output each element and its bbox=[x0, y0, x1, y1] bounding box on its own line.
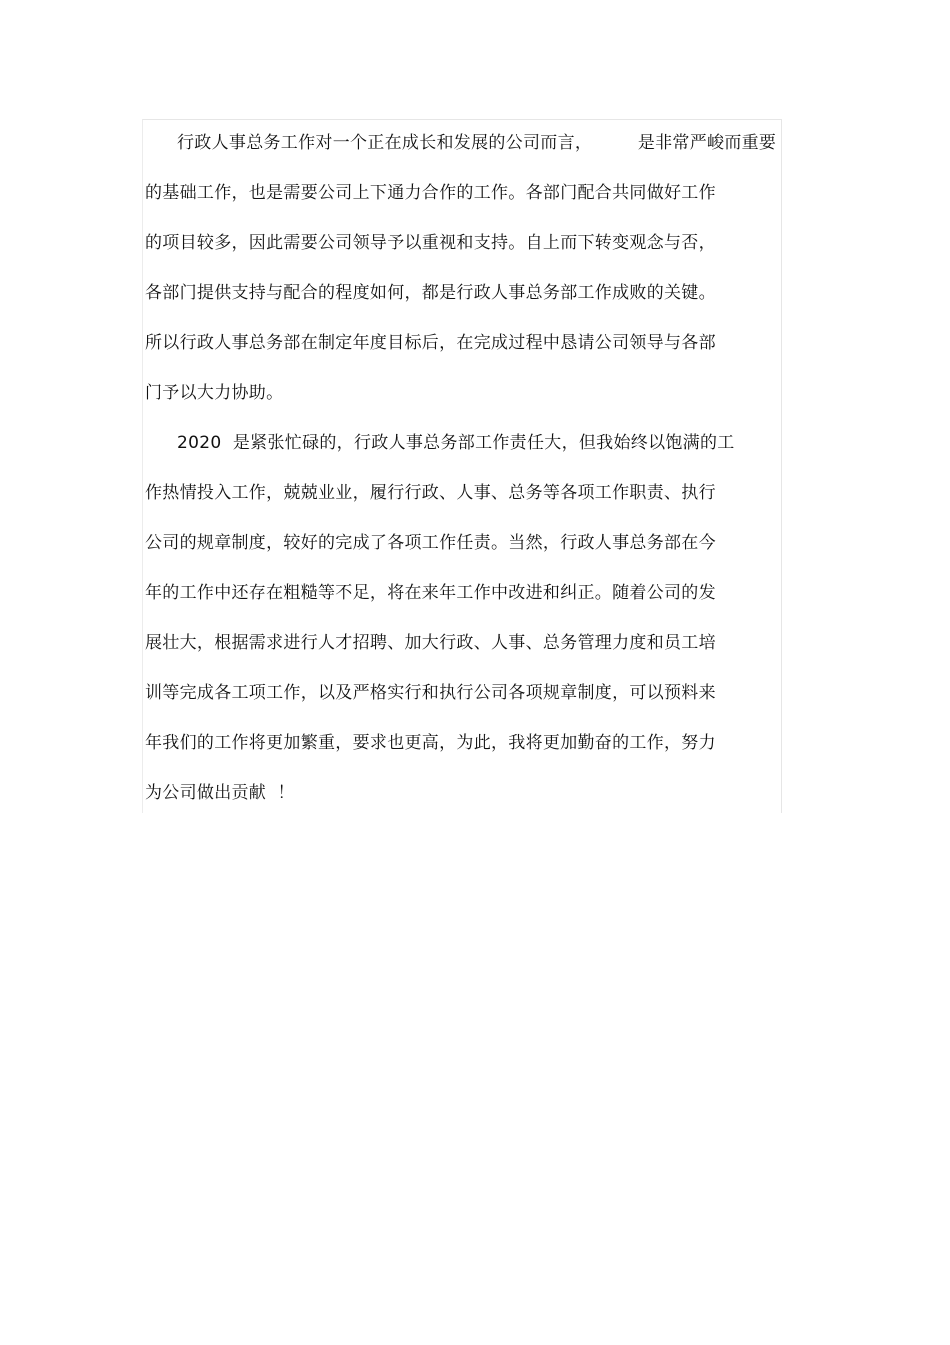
paragraph-line: 年的工作中还存在粗糙等不足，将在来年工作中改进和纠正。随着公司的发 bbox=[145, 583, 716, 603]
paragraph-line: 训等完成各工项工作，以及严格实行和执行公司各项规章制度，可以预料来 bbox=[145, 683, 716, 703]
paragraph-line: 的项目较多，因此需要公司领导予以重视和支持。自上而下转变观念与否， bbox=[145, 233, 716, 253]
paragraph-line: 各部门提供支持与配合的程度如何，都是行政人事总务部工作成败的关键。 bbox=[145, 283, 716, 303]
paragraph-line: 展壮大，根据需求进行人才招聘、加大行政、人事、总务管理力度和员工培 bbox=[145, 633, 716, 653]
text-frame bbox=[142, 119, 782, 813]
paragraph-line: 年我们的工作将更加繁重，要求也更高，为此，我将更加勤奋的工作，努力 bbox=[145, 733, 716, 753]
paragraph-line: 作热情投入工作，兢兢业业，履行行政、人事、总务等各项工作职责、执行 bbox=[145, 483, 716, 503]
paragraph-line: 2020 是紧张忙碌的，行政人事总务部工作责任大，但我始终以饱满的工 bbox=[177, 433, 735, 453]
paragraph-line: 行政人事总务工作对一个正在成长和发展的公司而言， 是非常严峻而重要 bbox=[177, 133, 777, 153]
paragraph-line: 所以行政人事总务部在制定年度目标后，在完成过程中恳请公司领导与各部 bbox=[145, 333, 716, 353]
paragraph-line: 的基础工作，也是需要公司上下通力合作的工作。各部门配合共同做好工作 bbox=[145, 183, 716, 203]
paragraph-line: 为公司做出贡献 ！ bbox=[145, 783, 295, 803]
paragraph-line: 公司的规章制度，较好的完成了各项工作任责。当然，行政人事总务部在今 bbox=[145, 533, 716, 553]
paragraph-line: 门予以大力协助。 bbox=[145, 383, 284, 403]
